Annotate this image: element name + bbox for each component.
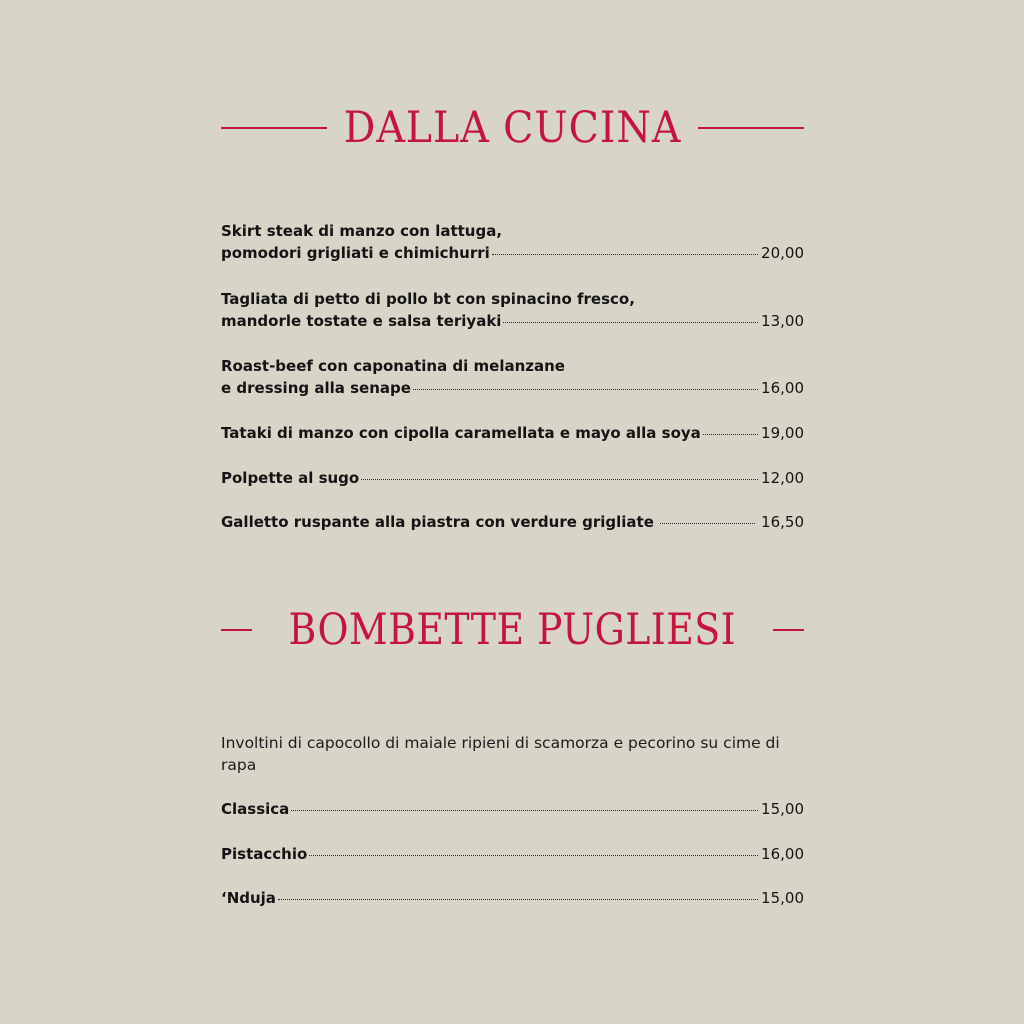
menu-item-galletto bbox=[221, 511, 804, 533]
section-description: Involtini di capocollo di maiale ripieni di scamorza e pecorino su cime di rapa bbox=[221, 734, 780, 774]
item-price: 13,00 bbox=[761, 312, 804, 330]
dot-leader bbox=[492, 254, 758, 255]
item-price: 20,00 bbox=[761, 244, 804, 262]
item-name-line2: mandorle tostate e salsa teriyaki bbox=[221, 312, 502, 330]
title-rule-right bbox=[698, 127, 804, 129]
menu-item-pistacchio bbox=[221, 843, 804, 865]
item-name: Classica bbox=[221, 800, 290, 818]
dot-leader bbox=[703, 434, 758, 435]
title-rule-left bbox=[221, 629, 252, 631]
dot-leader bbox=[413, 389, 758, 390]
menu-item-polpette bbox=[221, 467, 804, 489]
dot-leader bbox=[278, 899, 758, 900]
menu-item-classica bbox=[221, 798, 804, 820]
menu-item-skirt-steak bbox=[221, 220, 804, 264]
section-title-bombette-pugliesi bbox=[221, 600, 804, 660]
title-rule-left bbox=[221, 127, 327, 129]
section-title-dalla-cucina bbox=[221, 98, 804, 158]
title-rule-right bbox=[773, 629, 804, 631]
item-price: 16,50 bbox=[761, 513, 804, 531]
dot-leader bbox=[291, 810, 758, 811]
dot-leader bbox=[361, 479, 758, 480]
item-name-line2: pomodori grigliati e chimichurri bbox=[221, 244, 490, 262]
dot-leader bbox=[309, 855, 758, 856]
item-name-line1: Skirt steak di manzo con lattuga, bbox=[221, 222, 503, 240]
item-price: 16,00 bbox=[761, 379, 804, 397]
item-name-line2: e dressing alla senape bbox=[221, 379, 411, 397]
menu-item-tataki bbox=[221, 422, 804, 444]
item-price: 15,00 bbox=[761, 800, 804, 818]
menu-item-nduja bbox=[221, 887, 804, 909]
item-price: 15,00 bbox=[761, 889, 804, 907]
item-name: ‘Nduja bbox=[221, 889, 276, 907]
item-name-line1: Tagliata di petto di pollo bt con spinacino fresco, bbox=[221, 290, 635, 308]
item-name: Galletto ruspante alla piastra con verdure grigliate bbox=[221, 513, 654, 531]
item-price: 16,00 bbox=[761, 845, 804, 863]
item-price: 12,00 bbox=[761, 469, 804, 487]
item-price: 19,00 bbox=[761, 424, 804, 442]
item-name: Tataki di manzo con cipolla caramellata e mayo alla soya bbox=[221, 424, 701, 442]
item-name: Pistacchio bbox=[221, 845, 308, 863]
section-title-text: DALLA CUCINA bbox=[343, 103, 682, 153]
item-name: Polpette al sugo bbox=[221, 469, 360, 487]
menu-item-tagliata-pollo bbox=[221, 288, 804, 332]
dot-leader bbox=[660, 523, 755, 524]
dot-leader bbox=[503, 322, 758, 323]
menu-item-roast-beef bbox=[221, 355, 804, 399]
section-title-text: BOMBETTE PUGLIESI bbox=[288, 605, 737, 655]
item-name-line1: Roast-beef con caponatina di melanzane bbox=[221, 357, 565, 375]
